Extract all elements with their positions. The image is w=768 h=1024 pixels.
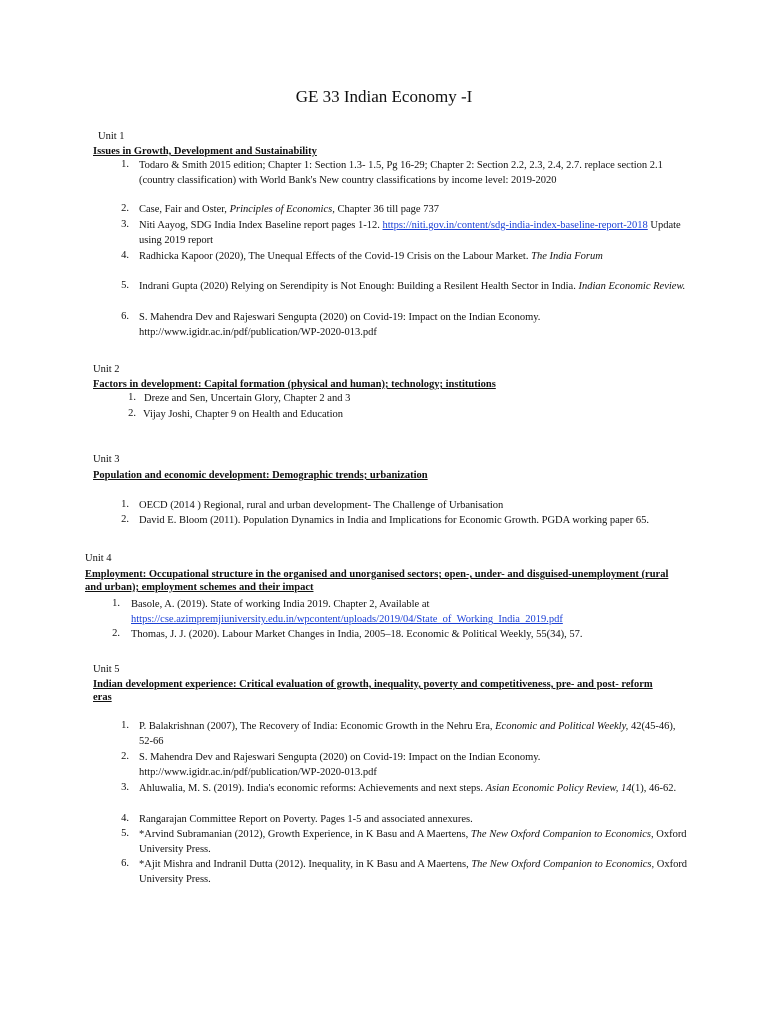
reference-item: [144, 391, 696, 406]
reference-item: [139, 498, 691, 513]
item-number: 2.: [121, 751, 129, 762]
reference-text: Radhicka Kapoor (2020), The Unequal Effects of the Covid-19 Crisis on the Labour Market.: [139, 251, 532, 262]
reference-text: *Ajit Mishra and Indranil Dutta (2012). Inequality, in K Basu and A Maertens,: [139, 859, 472, 870]
item-number: 2.: [121, 514, 129, 525]
italic-text: The New Oxford Companion to Economics,: [471, 859, 655, 870]
reference-item: [131, 627, 691, 642]
reference-text: Ahluwalia, M. S. (2019). India's economic reforms: Achievements and next steps.: [139, 783, 486, 794]
item-number: 3.: [121, 219, 129, 230]
reference-text: (1), 46-62.: [631, 783, 677, 794]
unit-heading: Indian development experience: Critical evaluation of growth, inequality, poverty and competitiveness, pre- and post- reform eras: [93, 679, 653, 703]
reference-item: [131, 597, 691, 627]
item-number: 1.: [121, 159, 129, 170]
reference-text: Oxford University Press.: [139, 859, 688, 885]
reference-text: Dreze and Sen, Uncertain Glory, Chapter 2 and 3: [144, 393, 351, 404]
reference-text: Indrani Gupta (2020) Relying on Serendipity is Not Enough: Building a Resilent Health Sector in India.: [139, 281, 579, 292]
reference-item: [139, 857, 691, 887]
item-number: 3.: [121, 782, 129, 793]
reference-text: Rangarajan Committee Report on Poverty. Pages 1-5 and associated annexures.: [139, 814, 473, 825]
page-title: GE 33 Indian Economy -I: [295, 87, 473, 106]
reference-text: David E. Bloom (2011). Population Dynamics in India and Implications for Economic Growth. PGDA working paper 65.: [139, 515, 649, 526]
reference-text: S. Mahendra Dev and Rajeswari Sengupta (2020) on Covid-19: Impact on the Indian Economy. http://www.igidr.ac.in/pdf/publication/WP-2020-013.pdf: [139, 752, 541, 778]
unit-label: Unit 5: [93, 664, 120, 675]
reference-text: Niti Aayog, SDG India Index Baseline report pages 1-12.: [139, 220, 383, 231]
reference-item: [139, 827, 691, 857]
unit-heading: Issues in Growth, Development and Sustainability: [93, 146, 317, 157]
italic-text: Indian Economic Review.: [578, 281, 686, 292]
item-number: 2.: [121, 203, 129, 214]
unit-heading: Employment: Occupational structure in the organised and unorganised sectors; open-, under- and disguised-unemployment (rural and urban); employment schemes and their impact: [85, 569, 669, 593]
reference-text: Oxford University Press.: [139, 829, 687, 855]
item-number: 1.: [121, 499, 129, 510]
unit-label: Unit 3: [93, 454, 120, 465]
item-number: 1.: [112, 598, 120, 609]
item-number: 4.: [121, 250, 129, 261]
reference-item: [139, 279, 691, 294]
reference-text: Todaro & Smith 2015 edition; Chapter 1: Section 1.3- 1.5, Pg 16-29; Chapter 2: Section 2.2, 2.3, 2.4, 2.7. replace section 2.1 (country classification) with World Bank's New country classifications by income level: 2019-2020: [139, 160, 663, 186]
unit-heading: Population and economic development: Demographic trends; urbanization: [93, 470, 428, 481]
item-number: 5.: [121, 280, 129, 291]
reference-text: Chapter 36 till page 737: [334, 204, 439, 215]
italic-text: Principles of Economics,: [229, 204, 335, 215]
reference-text: OECD (2014 ) Regional, rural and urban development- The Challenge of Urbanisation: [139, 500, 504, 511]
unit-label: Unit 2: [93, 364, 120, 375]
reference-item: [139, 218, 691, 248]
item-number: 1.: [121, 720, 129, 731]
reference-text: Case, Fair and Oster,: [139, 204, 230, 215]
reference-link[interactable]: https://cse.azimpremjiuniversity.edu.in/wpcontent/uploads/2019/04/State_of_Working_India_2019.pdf: [131, 614, 563, 625]
reference-text: Update using 2019 report: [139, 220, 681, 246]
reference-item: [139, 781, 691, 796]
reference-text: Basole, A. (2019). State of working India 2019. Chapter 2, Available at: [131, 599, 430, 610]
unit-label: Unit 1: [98, 131, 125, 142]
reference-item: [139, 812, 691, 827]
italic-text: The India Forum: [531, 251, 603, 262]
reference-text: *Arvind Subramanian (2012), Growth Experience, in K Basu and A Maertens,: [139, 829, 471, 840]
unit-label: Unit 4: [85, 553, 112, 564]
reference-item: [139, 158, 691, 188]
item-number: 6.: [121, 311, 129, 322]
reference-item: [139, 310, 691, 340]
reference-link[interactable]: https://niti.gov.in/content/sdg-india-index-baseline-report-2018: [382, 220, 648, 231]
italic-text: Asian Economic Policy Review, 14: [485, 783, 632, 794]
reference-text: P. Balakrishnan (2007), The Recovery of India: Economic Growth in the Nehru Era,: [139, 721, 496, 732]
item-number: 5.: [121, 828, 129, 839]
item-number: 1.: [128, 392, 136, 403]
reference-text: Vijay Joshi, Chapter 9 on Health and Education: [143, 409, 343, 420]
reference-item: [139, 249, 691, 264]
item-number: 2.: [128, 408, 136, 419]
reference-item: [139, 719, 691, 749]
reference-text: S. Mahendra Dev and Rajeswari Sengupta (2020) on Covid-19: Impact on the Indian Economy. http://www.igidr.ac.in/pdf/publication/WP-2020-013.pdf: [139, 312, 541, 338]
reference-text: Thomas, J. J. (2020). Labour Market Changes in India, 2005–18. Economic & Political Weekly, 55(34), 57.: [131, 629, 583, 640]
reference-item: [139, 202, 691, 217]
item-number: 4.: [121, 813, 129, 824]
item-number: 2.: [112, 628, 120, 639]
reference-text: 42(45-46), 52-66: [139, 721, 676, 747]
reference-item: [139, 513, 691, 528]
reference-item: [139, 750, 691, 780]
italic-text: The New Oxford Companion to Economics,: [470, 829, 654, 840]
unit-heading: Factors in development: Capital formation (physical and human); technology; institutions: [93, 379, 496, 390]
italic-text: Economic and Political Weekly,: [495, 721, 629, 732]
item-number: 6.: [121, 858, 129, 869]
reference-item: [143, 407, 695, 422]
